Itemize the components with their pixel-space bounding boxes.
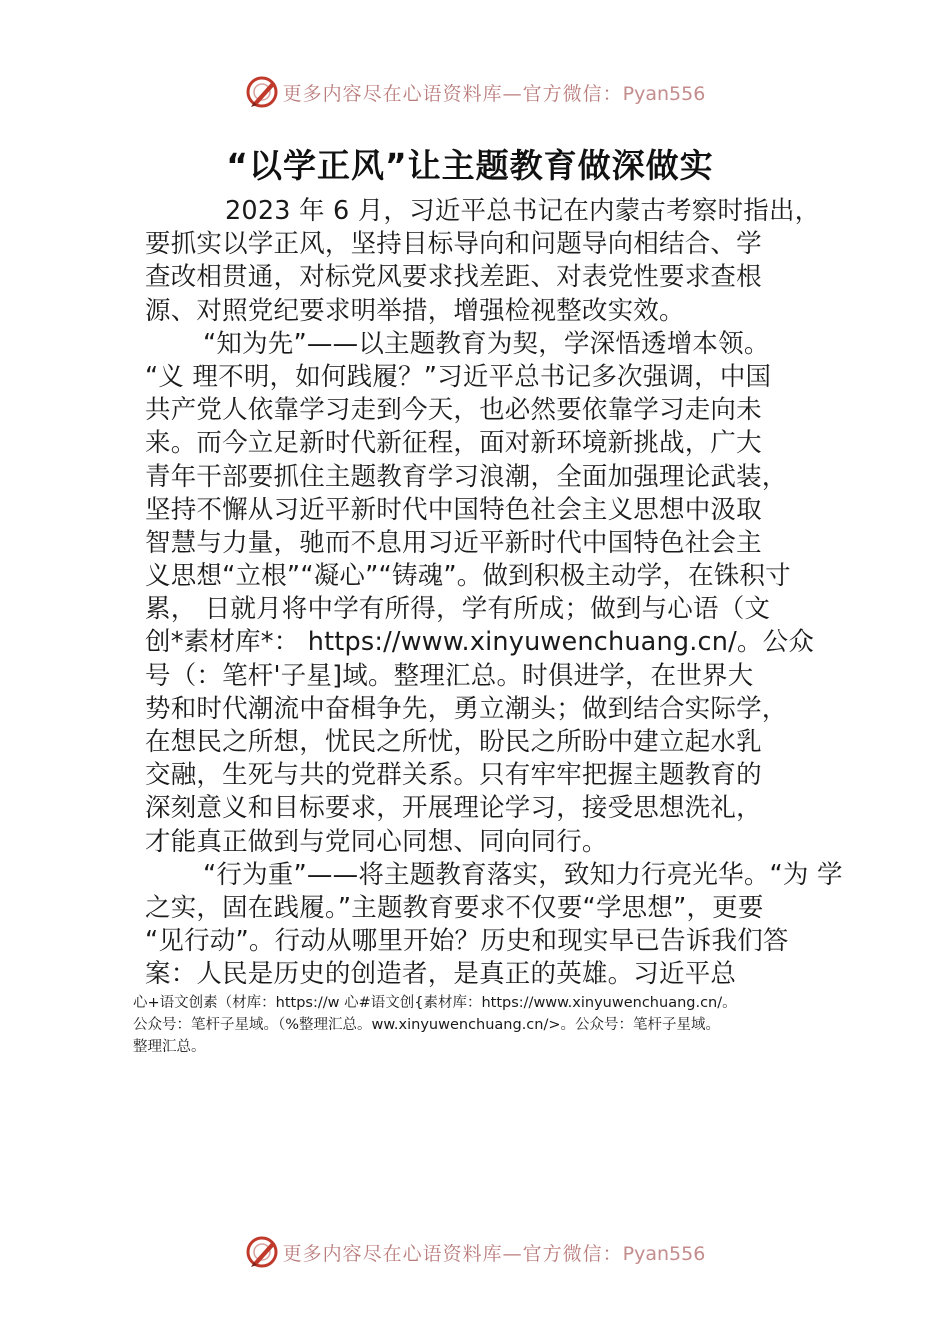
text-line: 坚持不懈从习近平新时代中国特色社会主义思想中汲取: [145, 494, 762, 525]
text-line: “知为先”——以主题教育为契，学深悟透增本领。: [203, 328, 770, 359]
text-line: 源、对照党纪要求明举措，增强检视整改实效。: [145, 295, 685, 326]
footer-banner: [0, 1230, 950, 1274]
text-line: 案：人民是历史的创造者，是真正的英雄。习近平总: [145, 959, 737, 990]
text-line: 义思想“立根”“凝心”“铸魂”。做到积极主动学，在铢积寸: [145, 561, 791, 592]
text-line: 号（：笔杆'子星]域。整理汇总。时俱进学，在世界大: [145, 660, 754, 691]
footnote-line: 心+语文创素（材库：https://w 心#语文创{素材库：https://www.xinyuwenchuang.cn/。: [133, 995, 737, 1011]
banner-text: 更多内容尽在心语资料库—官方微信：Pyan556: [282, 1242, 706, 1265]
text-line: “行为重”——将主题教育落实，致知力行亮光华。“为 学: [203, 859, 843, 890]
text-line: “义 理不明，如何践履？”习近平总书记多次强调，中国: [145, 361, 772, 392]
text-line: 查改相贯通，对标党风要求找差距、对表党性要求查根: [145, 262, 762, 293]
text-line: 之实，固在践履。”主题教育要求不仅要“学思想”，更要: [145, 892, 764, 923]
wechat-id: Pyan556: [622, 82, 706, 105]
pen-logo-icon: [245, 75, 279, 109]
banner-text: 更多内容尽在心语资料库—官方微信：Pyan556: [282, 82, 706, 105]
text-line: 在想民之所想，忧民之所忧，盼民之所盼中建立起水乳: [145, 727, 762, 757]
text-line: 共产党人依靠学习走到今天，也必然要依靠学习走向未: [145, 395, 762, 426]
paragraph-1: [145, 195, 825, 328]
document-title: “以学正风”让主题教育做深做实: [226, 146, 714, 185]
text-line: 青年干部要抓住主题教育学习浪潮，全面加强理论武装，: [145, 461, 788, 492]
text-line: 才能真正做到与党同心同想、同向同行。: [145, 826, 608, 857]
text-line: “见行动”。行动从哪里开始？历史和现实早已告诉我们答: [145, 926, 789, 957]
footnote-line: 公众号：笔杆子星域。（%整理汇总。ww.xinyuwenchuang.cn/>。公众号：笔杆子星域。: [133, 1017, 720, 1033]
text-line: 智慧与力量，驰而不息用习近平新时代中国特色社会主: [145, 527, 762, 558]
text-line: 交融，生死与共的党群关系。只有牢牢把握主题教育的: [145, 760, 762, 791]
text-line: 要抓实以学正风，坚持目标导向和问题导向相结合、学: [145, 229, 762, 260]
pen-logo-icon: [245, 1235, 279, 1269]
document-body: [145, 195, 843, 992]
text-line: 来。而今立足新时代新征程，面对新环境新挑战，广大: [145, 428, 762, 459]
paragraph-2: [145, 328, 825, 859]
text-line: 2023 年 6 月，习近平总书记在内蒙古考察时指出，: [225, 196, 821, 226]
footnote: [133, 992, 833, 1058]
text-line: 势和时代潮流中奋楫争先，勇立潮头；做到结合实际学，: [145, 693, 788, 724]
wechat-id: Pyan556: [622, 1242, 706, 1265]
text-line: 累， 日就月将中学有所得，学有所成；做到与心语（文: [145, 594, 771, 625]
footnote-line: 整理汇总。: [133, 1039, 206, 1055]
header-banner: [0, 70, 950, 114]
text-line: 深刻意义和目标要求，开展理论学习，接受思想洗礼，: [145, 793, 762, 824]
text-line: 创*素材库*： https://www.xinyuwenchuang.cn/。公众: [145, 627, 815, 658]
paragraph-3: [145, 859, 843, 992]
